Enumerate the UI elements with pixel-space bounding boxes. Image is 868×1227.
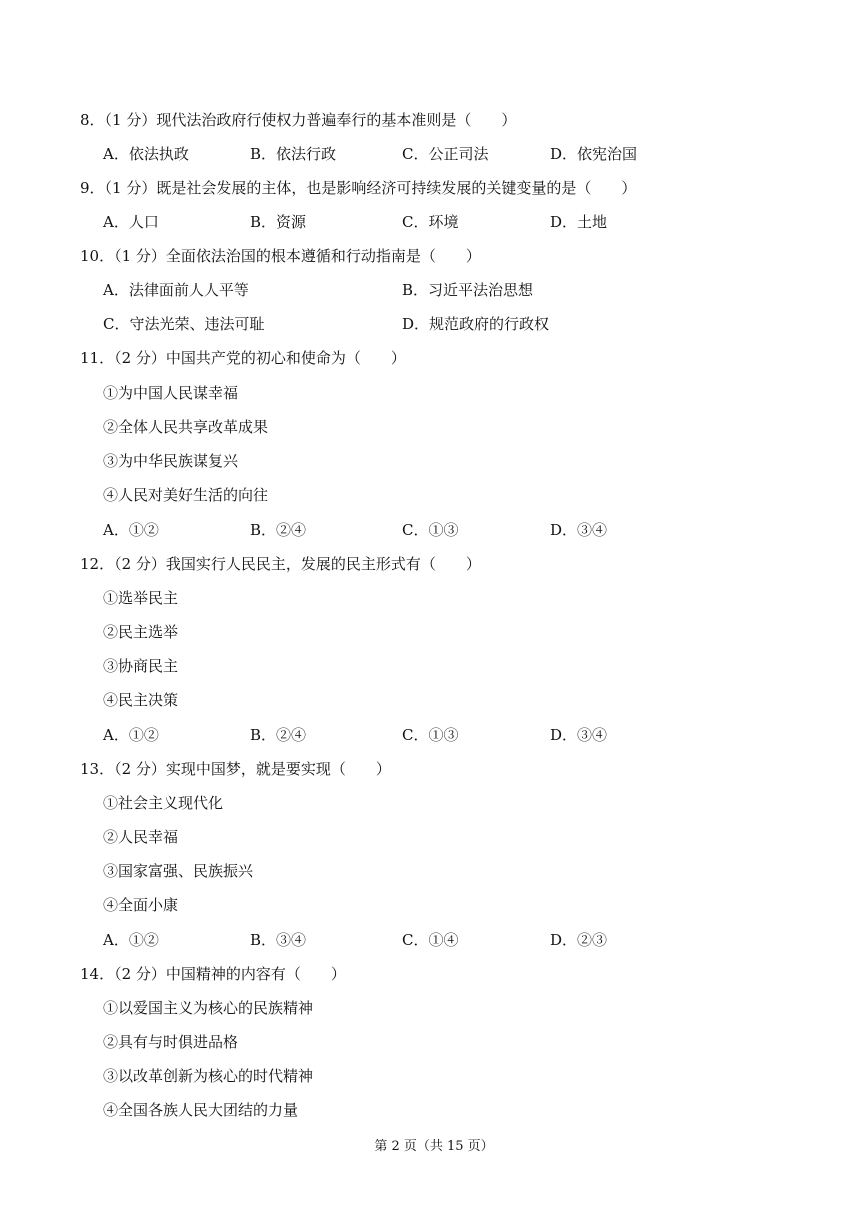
question-13-statement-3 (0, 859, 868, 883)
question-12-option-d: D．③④ (550, 726, 608, 744)
question-12-option-b: B．②④ (250, 726, 307, 744)
question-13-statement-2 (0, 825, 868, 849)
question-8-option-d: D．依宪治国 (550, 145, 638, 163)
question-10-option-a: A．法律面前人人平等 (103, 281, 249, 299)
question-9-stem-line (0, 176, 868, 200)
question-11-statement-1 (0, 381, 868, 405)
question-12-statement-3-text: ③协商民主 (103, 657, 179, 675)
question-10-option-c: C．守法光荣、违法可耻 (103, 315, 265, 333)
question-14-statement-3-text: ③以改革创新为核心的时代精神 (103, 1067, 314, 1085)
question-11-statement-2 (0, 415, 868, 439)
question-8-option-a: A．依法执政 (103, 145, 189, 163)
question-13-options (0, 928, 868, 952)
question-9-option-c: C．环境 (402, 213, 459, 231)
question-13-option-d: D．②③ (550, 931, 608, 949)
question-10-option-b: B．习近平法治思想 (402, 281, 534, 299)
question-14-statement-4-text: ④全国各族人民大团结的力量 (103, 1101, 299, 1119)
question-12-statement-4 (0, 688, 868, 712)
question-12-option-a: A．①② (103, 726, 159, 744)
question-13-option-a: A．①② (103, 931, 159, 949)
question-13-statement-1-text: ①社会主义现代化 (103, 794, 224, 812)
question-11-statement-1-text: ①为中国人民谋幸福 (103, 384, 239, 402)
question-8-options (0, 142, 868, 166)
question-11-stem: 11．（2 分）中国共产党的初心和使命为（ ） (80, 349, 406, 367)
question-12-stem: 12．（2 分）我国实行人民民主，发展的民主形式有（ ） (80, 555, 481, 573)
question-11-statement-2-text: ②全体人民共享改革成果 (103, 418, 269, 436)
question-11-statement-3-text: ③为中华民族谋复兴 (103, 452, 239, 470)
question-10-stem-line (0, 244, 868, 268)
question-9-stem: 9．（1 分）既是社会发展的主体，也是影响经济可持续发展的关键变量的是（ ） (80, 179, 637, 197)
question-12-options (0, 723, 868, 747)
question-8-stem-line (0, 108, 868, 132)
question-12-statement-3 (0, 654, 868, 678)
question-13-statement-4 (0, 893, 868, 917)
question-14-stem: 14．（2 分）中国精神的内容有（ ） (80, 965, 346, 983)
question-13-statement-1 (0, 791, 868, 815)
question-14-stem-line (0, 962, 868, 986)
question-8-stem: 8．（1 分）现代法治政府行使权力普遍奉行的基本准则是（ ） (80, 111, 517, 129)
question-13-option-b: B．③④ (250, 931, 307, 949)
question-14-statement-1-text: ①以爱国主义为核心的民族精神 (103, 999, 314, 1017)
question-12-stem-line (0, 552, 868, 576)
question-14-statement-3 (0, 1064, 868, 1088)
question-11-statement-3 (0, 449, 868, 473)
question-11-option-d: D．③④ (550, 521, 608, 539)
question-9-options (0, 210, 868, 234)
question-12-statement-2-text: ②民主选举 (103, 623, 179, 641)
question-11-statement-4 (0, 483, 868, 507)
question-11-stem-line (0, 346, 868, 370)
question-11-options (0, 518, 868, 542)
question-8-option-c: C．公正司法 (402, 145, 489, 163)
question-12-statement-4-text: ④民主决策 (103, 691, 179, 709)
question-10-option-d: D．规范政府的行政权 (402, 315, 550, 333)
question-11-option-c: C．①③ (402, 521, 459, 539)
question-12-statement-1 (0, 586, 868, 610)
question-11-option-a: A．①② (103, 521, 159, 539)
question-13-statement-3-text: ③国家富强、民族振兴 (103, 862, 254, 880)
question-9-option-b: B．资源 (250, 213, 307, 231)
question-13-option-c: C．①④ (402, 931, 459, 949)
question-9-option-a: A．人口 (103, 213, 159, 231)
question-13-stem-line (0, 757, 868, 781)
question-10-options-row-1 (0, 278, 868, 302)
question-14-statement-1 (0, 996, 868, 1020)
question-10-options-row-2 (0, 312, 868, 336)
question-14-statement-2 (0, 1030, 868, 1054)
question-13-stem: 13．（2 分）实现中国梦，就是要实现（ ） (80, 760, 391, 778)
question-12-statement-1-text: ①选举民主 (103, 589, 179, 607)
question-11-statement-4-text: ④人民对美好生活的向往 (103, 486, 269, 504)
question-11-option-b: B．②④ (250, 521, 307, 539)
question-14-statement-4 (0, 1098, 868, 1122)
question-12-statement-2 (0, 620, 868, 644)
page-number-footer: 第 2 页（共 15 页） (374, 1139, 494, 1154)
question-14-statement-2-text: ②具有与时俱进品格 (103, 1033, 239, 1051)
question-13-statement-2-text: ②人民幸福 (103, 828, 179, 846)
question-9-option-d: D．土地 (550, 213, 608, 231)
question-12-option-c: C．①③ (402, 726, 459, 744)
question-8-option-b: B．依法行政 (250, 145, 337, 163)
question-13-statement-4-text: ④全面小康 (103, 896, 179, 914)
question-10-stem: 10．（1 分）全面依法治国的根本遵循和行动指南是（ ） (80, 247, 481, 265)
